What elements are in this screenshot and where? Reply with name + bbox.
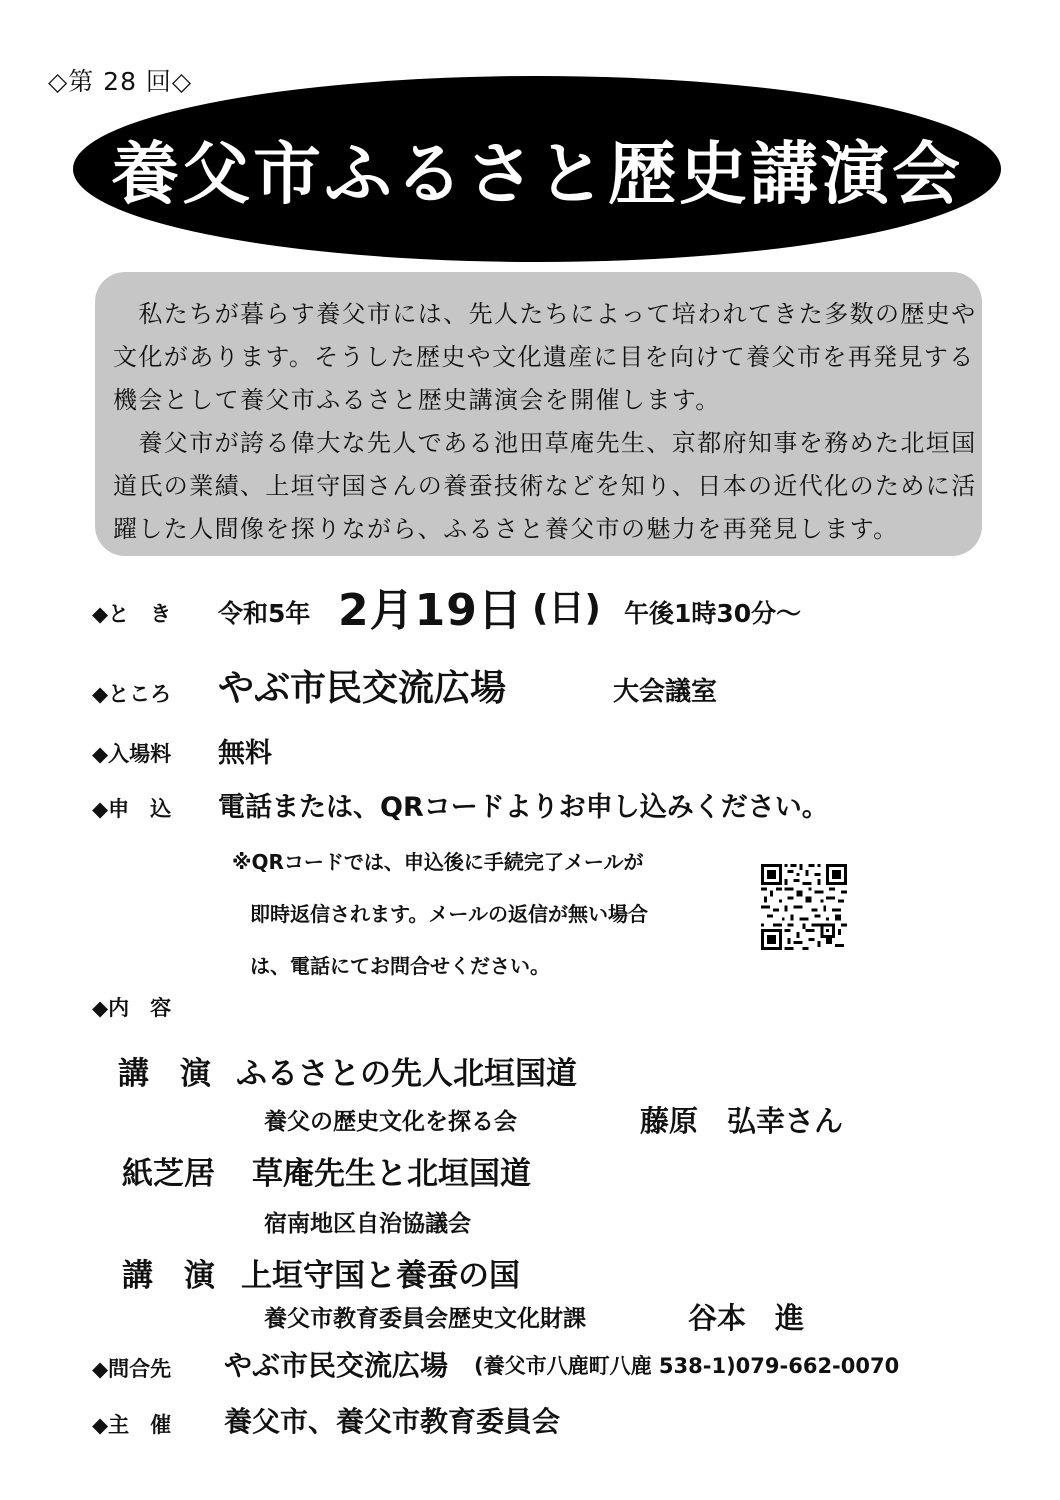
- contact-label: ◆問合先: [92, 1357, 172, 1381]
- when-label: ◆と き: [92, 602, 172, 626]
- event-weekday: (日): [532, 588, 601, 629]
- program-title: ふるさとの先人北垣国道: [236, 1056, 577, 1092]
- content-label: ◆内 容: [92, 996, 172, 1020]
- intro-line: 文化があります。そうした歴史や文化遺産に目を向けて養父市を再発見する: [113, 343, 975, 371]
- program-presenter-org: 養父市教育委員会歴史文化財課: [264, 1306, 586, 1332]
- apply-note-line: ※QRコードでは、申込後に手続完了メールが: [232, 850, 644, 874]
- program-kind: 講 演: [122, 1258, 215, 1294]
- fee-label: ◆入場料: [92, 742, 172, 766]
- contact-name: やぶ市民交流広場: [224, 1349, 449, 1382]
- contact-address-phone: (養父市八鹿町八鹿 538-1)079-662-0070: [474, 1354, 900, 1378]
- venue-name: やぶ市民交流広場: [218, 668, 507, 709]
- when-prefix: 令和5年: [218, 599, 311, 628]
- program-title: 上垣守国と養蚕の国: [241, 1258, 520, 1294]
- intro-line: 躍した人間像を探りながら、ふるさと養父市の魅力を再発見します。: [113, 515, 899, 543]
- page-title: 養父市ふるさと歴史講演会: [110, 135, 963, 215]
- apply-note-line: 即時返信されます。メールの返信が無い場合: [250, 902, 648, 926]
- title-banner: [73, 76, 1001, 262]
- venue-room: 大会議室: [613, 677, 718, 707]
- intro-line: 道氏の業績、上垣守国さんの養蚕技術などを知り、日本の近代化のために活: [113, 472, 977, 500]
- apply-label: ◆申 込: [92, 797, 172, 821]
- program-kind: 講 演: [118, 1056, 211, 1092]
- program-presenter-name: 谷本 進: [688, 1301, 805, 1335]
- qr-code[interactable]: [761, 864, 847, 950]
- program-presenter-name: 藤原 弘幸さん: [640, 1104, 844, 1138]
- edition-label: ◇第 28 回◇: [48, 67, 193, 96]
- intro-line: 機会として養父市ふるさと歴史講演会を開催します。: [113, 386, 721, 414]
- apply-note-line: は、電話にてお問合せください。: [250, 954, 550, 978]
- host-label: ◆主 催: [92, 1413, 172, 1437]
- event-time: 午後1時30分～: [624, 599, 802, 628]
- intro-line: 養父市が誇る偉大な先人である池田草庵先生、京都府知事を務めた北垣国: [113, 429, 977, 457]
- program-title: 草庵先生と北垣国道: [252, 1156, 531, 1192]
- event-date: 2月19日: [338, 585, 523, 636]
- where-label: ◆ところ: [92, 682, 172, 706]
- program-presenter-org: 宿南地区自治協議会: [264, 1211, 471, 1237]
- fee-value: 無料: [218, 738, 272, 769]
- host-value: 養父市、養父市教育委員会: [224, 1405, 561, 1438]
- intro-line: 私たちが暮らす養父市には、先人たちによって培われてきた多数の歴史や: [113, 300, 977, 328]
- apply-value: 電話または、QRコードよりお申し込みください。: [218, 792, 829, 823]
- program-kind: 紙芝居: [122, 1156, 215, 1192]
- program-presenter-org: 養父の歴史文化を探る会: [264, 1109, 517, 1135]
